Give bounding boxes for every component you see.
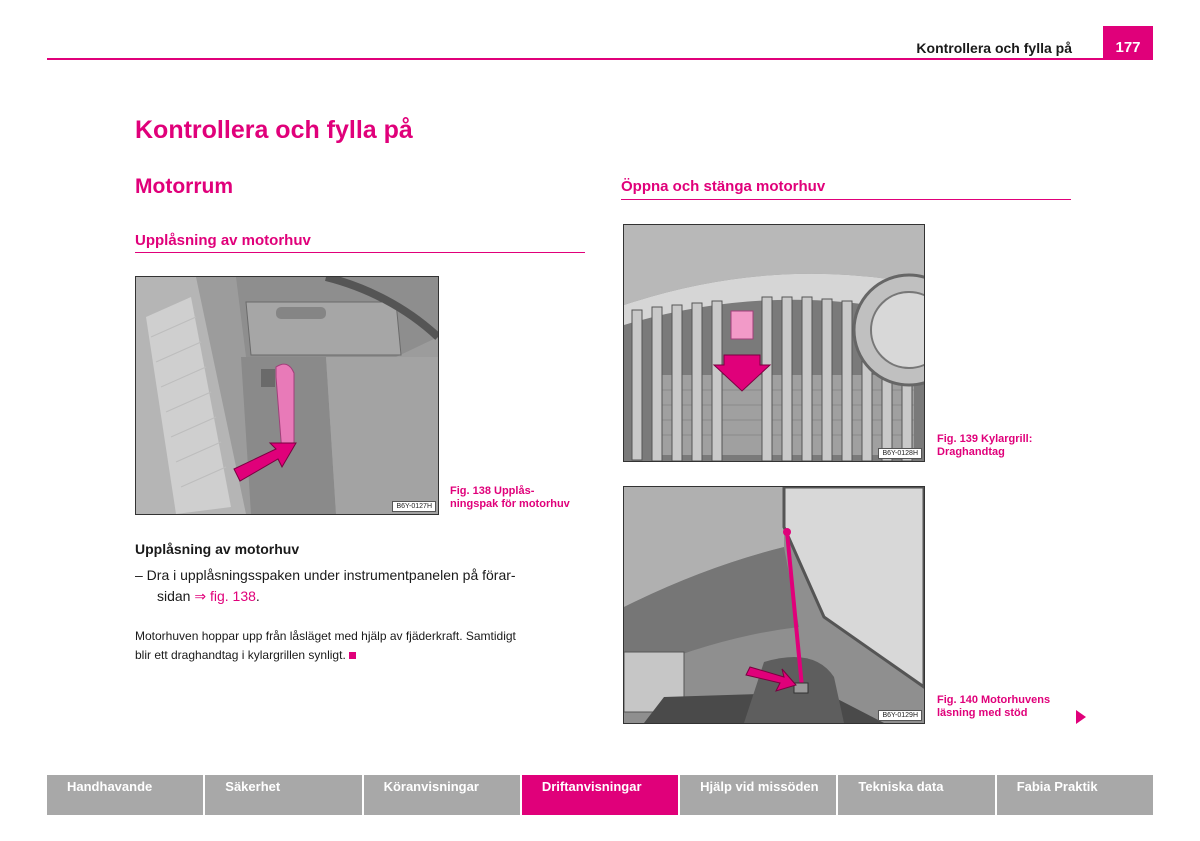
radiator-grille-illustration [624, 225, 924, 461]
header-rule [47, 58, 1153, 60]
figure-code: B6Y-0128H [878, 448, 922, 459]
left-subheading-rule [135, 252, 585, 253]
next-page-arrow-icon[interactable] [1076, 710, 1086, 724]
end-of-section-icon [349, 652, 356, 659]
figure-code: B6Y-0127H [392, 501, 436, 512]
left-subheading: Upplåsning av motorhuv [135, 232, 311, 249]
figure-link[interactable]: ⇒ fig. 138 [194, 588, 256, 604]
instruction-bullet [135, 565, 595, 607]
bullet-line [135, 586, 595, 607]
tab-koranvisningar[interactable]: Köranvisningar [364, 775, 520, 815]
figure-138-caption [450, 485, 570, 511]
tab-driftanvisningar[interactable]: Driftanvisningar [522, 775, 678, 815]
page-title: Kontrollera och fylla på [135, 116, 413, 144]
note-paragraph [135, 627, 595, 665]
section-title: Motorrum [135, 175, 233, 198]
caption-line: ningspak för motorhuv [450, 498, 570, 510]
note-line: blir ett draghandtag i kylargrillen synligt. [135, 646, 595, 665]
tab-hjalp-vid-missoden[interactable]: Hjälp vid missöden [680, 775, 836, 815]
caption-line: Fig. 138 Upplås- [450, 485, 535, 497]
hood-release-lever-illustration [136, 277, 438, 514]
right-subheading-rule [621, 199, 1071, 200]
hood-support-rod-illustration [624, 487, 924, 723]
tab-handhavande[interactable]: Handhavande [47, 775, 203, 815]
figure-139-caption [937, 433, 1032, 459]
figure-139 [623, 224, 925, 462]
tab-sakerhet[interactable]: Säkerhet [205, 775, 361, 815]
right-subheading: Öppna och stänga motorhuv [621, 178, 826, 195]
page-number: 177 [1103, 26, 1153, 60]
caption-line: Fig. 139 Kylargrill: [937, 433, 1033, 445]
running-header-title: Kontrollera och fylla på [916, 40, 1072, 56]
note-line: Motorhuven hoppar upp från låsläget med hjälp av fjäderkraft. Samtidigt [135, 629, 516, 643]
caption-line: läsning med stöd [937, 707, 1028, 719]
instruction-heading: Upplåsning av motorhuv [135, 541, 300, 557]
caption-line: Fig. 140 Motorhuvens [937, 694, 1051, 706]
bullet-text: sidan [157, 588, 191, 604]
bullet-text: . [255, 588, 260, 604]
figure-code: B6Y-0129H [878, 710, 922, 721]
figure-140-caption [937, 694, 1050, 720]
figure-140 [623, 486, 925, 724]
bullet-line: – Dra i upplåsningsspaken under instrumentpanelen på förar- [135, 567, 516, 583]
tab-tekniska-data[interactable]: Tekniska data [838, 775, 994, 815]
caption-line: Draghandtag [937, 446, 1005, 458]
tab-fabia-praktik[interactable]: Fabia Praktik [997, 775, 1153, 815]
chapter-tabs [47, 775, 1153, 815]
figure-138 [135, 276, 439, 515]
